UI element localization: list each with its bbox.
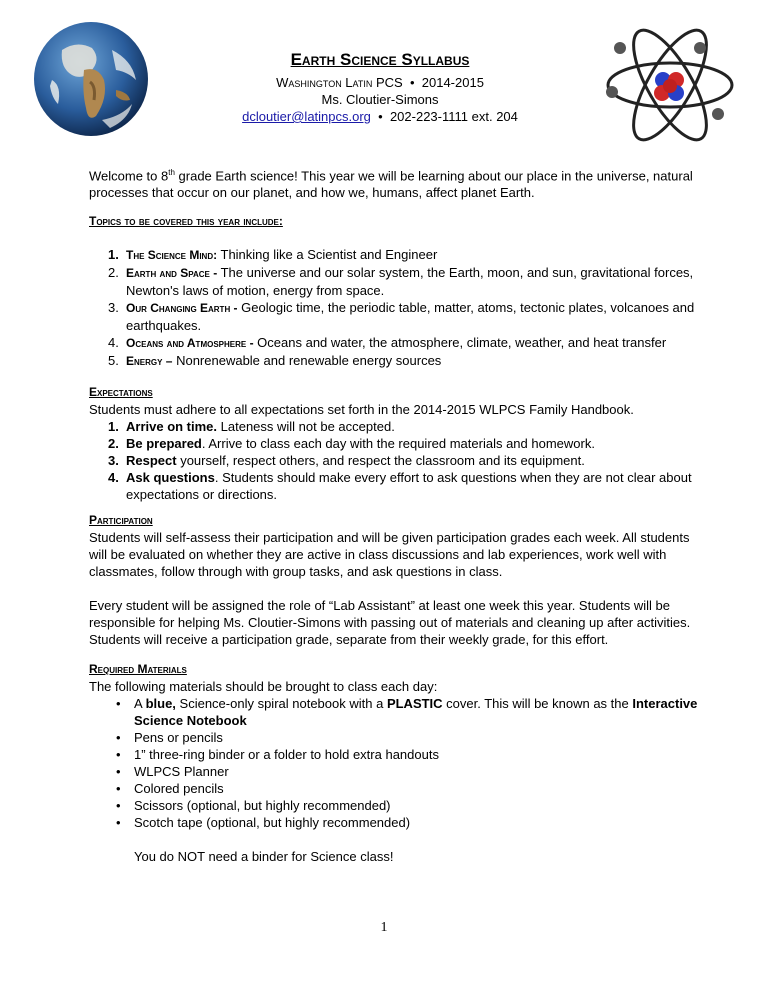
- bullet-icon: •: [116, 747, 121, 762]
- expectation-item: [108, 418, 720, 435]
- list-item: [116, 797, 716, 814]
- contact-line: [150, 108, 610, 125]
- materials-heading: Required Materials: [89, 662, 187, 676]
- topic-label: Oceans and Atmosphere -: [126, 336, 254, 350]
- topic-text: Oceans and water, the atmosphere, climate, weather, and heat transfer: [253, 335, 667, 350]
- bullet-separator: •: [374, 109, 387, 124]
- list-item-text: Scissors (optional, but highly recommended): [134, 798, 391, 813]
- list-number: 1.: [108, 247, 119, 262]
- list-number: 3.: [108, 453, 119, 468]
- intro-sup: th: [168, 168, 175, 177]
- list-item: [116, 814, 716, 831]
- list-item: [116, 695, 716, 729]
- bullet-separator: •: [406, 75, 419, 90]
- list-item-text: Science-only spiral notebook with a: [175, 696, 387, 711]
- topic-label: The Science Mind:: [126, 248, 218, 262]
- email-link[interactable]: dcloutier@latinpcs.org: [242, 109, 371, 124]
- bullet-icon: •: [116, 730, 121, 745]
- list-item-text: 1” three-ring binder or a folder to hold extra handouts: [134, 747, 439, 762]
- participation-paragraph-2: Every student will be assigned the role of “Lab Assistant” at least one week this year. Students will be responsible for helping Ms. Cloutier-Simons with passing out of materials and cleaning up after activities. Students will receive a participation grade, separate from their weekly grade, for this effort.: [89, 598, 691, 647]
- bullet-icon: •: [116, 764, 121, 779]
- topic-item: [108, 334, 720, 352]
- topic-label: Our Changing Earth -: [126, 301, 238, 315]
- intro-paragraph: [89, 164, 699, 201]
- school-name: Washington Latin PCS: [276, 75, 403, 90]
- list-item-text: Colored pencils: [134, 781, 224, 796]
- list-item-text: WLPCS Planner: [134, 764, 229, 779]
- expectation-label: Respect: [126, 453, 177, 468]
- expectation-text: yourself, respect others, and respect the classroom and its equipment.: [176, 453, 585, 468]
- phone-number: 202-223-1111 ext. 204: [389, 109, 518, 124]
- list-item: [116, 780, 716, 797]
- intro-text-start: Welcome to 8: [89, 168, 169, 184]
- list-item-text: Pens or pencils: [134, 730, 223, 745]
- expectation-text: Lateness will not be accepted.: [217, 419, 395, 434]
- list-item-text: cover. This will be known as the: [442, 696, 633, 711]
- teacher-name: Ms. Cloutier-Simons: [321, 92, 439, 107]
- list-item-bold: Interactive Science Notebook: [134, 696, 698, 728]
- expectation-item: [108, 469, 720, 503]
- list-item-text: A: [134, 696, 146, 711]
- topic-item: [108, 352, 720, 370]
- school-line: [150, 74, 610, 91]
- list-item-text: Scotch tape (optional, but highly recommended): [134, 815, 411, 830]
- list-item: [116, 729, 716, 746]
- topic-item: [108, 299, 720, 334]
- expectation-item: [108, 435, 720, 452]
- expectations-heading: Expectations: [89, 385, 153, 399]
- earth-globe-icon: [32, 20, 150, 138]
- expectation-text: . Arrive to class each day with the required materials and homework.: [201, 436, 595, 451]
- expectation-item: [108, 452, 720, 469]
- expectation-label: Arrive on time.: [126, 419, 218, 434]
- materials-note: You do NOT need a binder for Science class!: [134, 849, 394, 864]
- participation-heading: Participation: [89, 513, 153, 527]
- expectations-intro: Students must adhere to all expectations set forth in the 2014-2015 WLPCS Family Handbook.: [89, 402, 634, 417]
- page-title: Earth Science Syllabus: [290, 50, 470, 69]
- topic-item: [108, 246, 720, 264]
- expectation-text: . Students should make every effort to ask questions when they are not clear about expectations or directions.: [126, 470, 692, 502]
- topics-list: [108, 246, 720, 370]
- page-number: 1: [380, 920, 388, 935]
- materials-list: [116, 695, 716, 865]
- topics-heading: Topics to be covered this year include:: [89, 214, 283, 228]
- school-year: 2014-2015: [421, 75, 484, 90]
- topic-item: [108, 264, 720, 299]
- topic-text: The universe and our solar system, the Earth, moon, and sun, gravitational forces, Newton's laws of motion, energy from space.: [126, 265, 694, 298]
- list-number: 5.: [108, 353, 119, 368]
- topic-label: Energy –: [126, 354, 173, 368]
- topic-label: Earth and Space -: [126, 266, 218, 280]
- list-item: [116, 763, 716, 780]
- bullet-icon: •: [116, 696, 121, 711]
- atom-icon: [600, 18, 740, 153]
- list-item-bold: PLASTIC: [386, 696, 443, 711]
- list-number: 4.: [108, 470, 119, 485]
- list-number: 4.: [108, 335, 119, 350]
- topic-text: Thinking like a Scientist and Engineer: [217, 247, 438, 262]
- expectations-list: [108, 418, 720, 503]
- list-number: 1.: [108, 419, 119, 434]
- bullet-icon: •: [116, 781, 121, 796]
- bullet-icon: •: [116, 815, 121, 830]
- list-number: 2.: [108, 436, 119, 451]
- topic-text: Geologic time, the periodic table, matter, atoms, tectonic plates, volcanoes and earthquakes.: [126, 300, 695, 333]
- materials-intro: The following materials should be brought to class each day:: [89, 679, 438, 694]
- expectation-label: Be prepared: [126, 436, 202, 451]
- list-number: 3.: [108, 300, 119, 315]
- topic-text: Nonrenewable and renewable energy sources: [172, 353, 442, 368]
- participation-paragraph-1: Students will self-assess their participation and will be given participation grades each week. All students will be evaluated on whether they are active in class discussions and lab experiences, work well with classmates, follow through with group tasks, and ask questions in class.: [89, 530, 690, 579]
- list-item: [116, 746, 716, 763]
- list-number: 2.: [108, 265, 119, 280]
- expectation-label: Ask questions: [126, 470, 215, 485]
- list-item-bold: blue,: [145, 696, 176, 711]
- bullet-icon: •: [116, 798, 121, 813]
- intro-text-rest: grade Earth science! This year we will be learning about our place in the universe, natural processes that occur on our planet, and how we, humans, affect planet Earth.: [89, 168, 693, 201]
